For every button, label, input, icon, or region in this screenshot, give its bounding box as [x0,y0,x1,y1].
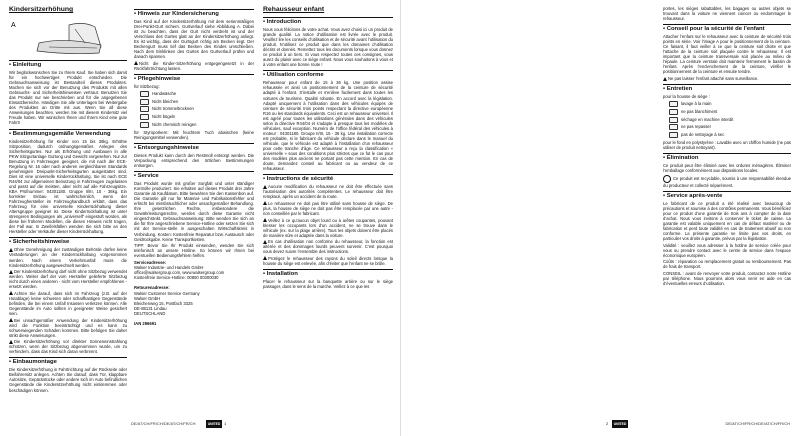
no-bleach-icon [669,109,678,115]
text-utilisation: Rehausseur pour enfant de 15 à 36 kg. Une position assise rehaussée et ainsi un positionnement de la ceinture de sécurité adapté à l’enfant. S’installe et s’enlève facilement dans toutes les voitures de tourisme. Qualité robuste. En accord avec la législation. Adapté uniquement à l’utilisation dans des véhicules équipés de ceinture de sécurité trois points respectant la directive européenne R16 ou les standards équivalents. Ceci est un rehausseur universel. Il est agréé pour toutes les utilisations générales dans des véhicules selon la directive R44/04 et s’adapte à presque tous les modèles de véhicules, sauf exception. Numéro de l’office fédéral des véhicules à moteur : 04301180. Groupe II/III, 15 - 36 kg. Une installation correcte est probable, si le fabricant du véhicule déclare dans le manuel du véhicule, que le véhicule est adapté à l’installation d’un rehausseur pour cette tranche d’âge. Ce rehausseur a reçu la classification « universelle » sous des conditions plus strictes que ce fut le cas pour des modèles plus anciens ne portant pas cette mention. En cas de doute, demandez conseil au fabricant ou au vendeur de ce rehausseur. [263,80,393,172]
brand-logo: UNITED [207,422,221,426]
text-service: Das Produkt wurde mit großer Sorgfalt und unter ständiger Kontrolle produziert. Sie erhalten auf dieses Produkt drei Jahre Garantie ab Kaufdatum. Bitte bewahren Sie den Kassenbon auf. Die Garantie gilt nur für Material- und Fabrikationsfehler und erlischt bei missbräuchlicher oder unsachgemäßer Behandlung. Ihre gesetzlichen Rechte, insbesondere die Gewährleistungsrechte, werden durch diese Garantie nicht eingeschränkt. Gebrauchsanweisung: Bitte wenden Sie sich an die für Ihre angeschriebene Service-Hotline oder setzen Sie sich mit der Service-stelle in ausgeschalten Wirtschaftskreis in Verbindung. Kosten: Kostenfreie Reparatur bzw. Austausch oder Geldrückgabe. Keine Transportkosten. [134,181,254,242]
section-service-fr: • Service après-vente [663,191,791,200]
section-einbau: • Einbaumontage [9,357,127,366]
no-iron-icon [669,124,678,130]
warning-item: En cas d’utilisation non conforme du rehausseur, la fonction est altérée et des dommages lourds peuvent survenir. C’est pourquoi vous devez suivre l’ensemble des instructions. [263,239,393,255]
svg-text:A: A [11,22,16,29]
section-verwendung: • Bestimmungsgemäße Verwendung [9,129,127,138]
no-dry-clean-icon [669,132,678,138]
warning-icon [263,218,267,222]
page-number: 2 [606,421,609,426]
recycling-icon [663,175,671,183]
warning-item: Aucune modification du rehausseur ne doit être effectuée sans l’autorisation des autorités compétentes. Le rehausseur doit être remplacé, après un accident de la route. [263,184,393,200]
pflege-intro: für Sitzbezug: [134,83,160,89]
contact-line: Kostenfreie Service-Hotline: 00800 00300030 [134,275,219,281]
booster-seat-illustration [9,17,127,57]
contact-line: DE-88131 Lindau [134,305,167,311]
section-entretien: • Entretien [663,84,791,93]
warning-item: Ohne Genehmigung der zuständigen Behörde dürfen keine Veränderungen an der Kinderrückhaltung vorgenommen werden. Nach einem Verkehrsunfall muss die Kindersitzerhöhung ausgewechselt werden. [9,247,127,268]
care-row: pas de nettoyage à sec [663,132,791,138]
note-kindersicherung: Nicht die Kinder-Sitzerhöhung entgegengesetzt in der Rückfahrtrichtung lassen. [134,60,254,71]
column-de-1 [9,6,127,406]
section-conseil: • Conseil pour la sécurité de l’enfant [663,24,791,33]
warning-icon [263,256,267,260]
page-number: 1 [224,421,227,426]
warning-icon [9,270,13,274]
care-row: Nicht trommeltrocknen [134,106,254,112]
text-conseil-hotline: CONSEIL : avant de renvoyer votre produit, contactez notre Hotline par téléphone. Nous pourrons alors vous venir en aide en cas d’éventuelles erreurs d’utilisation. [663,270,791,286]
page-title-de: Kindersitzerhöhung [9,6,74,13]
handwash-icon [669,101,678,107]
warning-icon [263,240,267,244]
recycling-note: Ce produit est recyclable, soumis à une responsabilité étendue du producteur et collecté séparément. [663,175,791,188]
care-row: lavage à la main [663,101,791,107]
warning-icon [9,248,13,252]
contact-line: Walser Customer Service Germany [134,290,200,296]
section-service: • Service [134,171,254,180]
entretien-outro: pour le fond en polystyrène : Lavable avec un chiffon humide (ne pas utiliser de produit nettoyant). [663,139,791,150]
section-installation: • Installation [263,269,393,278]
text-verwendung: Kindersitzerhöhung für Kinder von 15 bis 36kg. Erhöhte Sitzposition, dadurch ordnungsgemäßes Anlegen des Sicherheitsgurtes. Nur als Erhöhung und Ausbauen in alle PKW Sitzgurtanlage Gurtung und Gewicht vorgesehen. Nur zur Benutzung in Fahrzeugen geeignet, die mit nach der ECE-Regelung Nr. 16 oder nach anderen vergleichbaren Standards genehmigten Dreipunkt-Sicherheitsgurten ausgestattet sind. Dies ist eine universelle Kinderrückhaltung. Sie ist nach ECE R44/04 zur allgemeinen Benutzung in Fahrzeugen zugelassen und passt auf die meisten, aber nicht auf alle Fahrzeugsitze. KBA Prüfnummer: 04301180. Gruppe II/III, 15 - 36kg. Ein korrekter Einbau ist wahrscheinlich, wenn der Fahrzeughersteller im Fahrzeughandbuch erklärt, dass das Fahrzeug für eine universelle Kinderrückhaltung dieser Altersgruppe geeignet ist. Diese Kinderrückhaltung ist unter strengeren Bedingungen als „universell“ eingestuft worden, als diese bei früheren Modellen, die diesen Hinweis nicht tragen, der Fall war. In Zweifelsfällen wenden Sie sich bitte an den Hersteller oder Verkäufer dieser Kinderrückhaltung. [9,138,127,235]
section-introduction: • Introduction [263,17,393,26]
warning-icon [9,318,13,322]
text-einleitung: Wir beglückwünschen Sie zu Ihrem Kauf. Sie haben sich damit für ein hochwertiges Produkt entschieden. Die Gebrauchsanweisung ist Bestandteil dieses Produktes. Machen sie sich vor der Benutzung des Produkts mit allen Gebrauchs- und Sicherheitshinweisen vertraut. Benutzen Sie das Produkt nur wie beschrieben und für die angegebenen Einsatzbereiche. Händigen Sie alle Unterlagen bei Weitergabe des Produktes an Dritte mit aus. Wenn Sie all diese Anweisungen beachten, werden Sie mit diesem Kindersitz viel Freude haben. Wir wünschen Ihnen und Ihrem Kind eine gute Fahrt! [9,70,127,126]
section-securite: • Instructions de sécurité [263,174,393,183]
no-dry-clean-icon [140,122,149,128]
country-codes: DE/AT/CH/FR/CH/DE/AT/CH/FR/CH [725,421,790,426]
text-service-fr: Le fabricant de ce produit a été réalisé avec beaucoup de précautions et soumise à des contrôles permanents. Vous bénéficiez pour ce produit d’une garantie de trois ans à compter de la date d’achat. Nous vous invitons à conserver le ticket de caisse. La garantie est valable uniquement en cas de défaut matériel ou de fabrication et perd toute validité en cas de traitement abusif ou non conforme. La présente garantie ne limite pas vos droits, en particulier vos droits à garantie, prévus par la législation. [663,200,791,241]
section-utilisation: • Utilisation conforme [263,70,393,79]
column-fr-1 [263,6,393,406]
contact-line: Serviceadresse: [134,260,167,266]
section-sicherheit: • Sicherheitshinweise [9,237,127,246]
text-elimination: Ce produit peut être éliminé avec les ordures ménagères. Éliminer l’emballage conformément aux dispositions locales. [663,162,791,174]
text-validite: Validité : veuillez vous adresser à la hotline de service créée pour vous ou prendre contact avec le centre de service dans l’espace économique européen. [663,242,791,258]
care-row: séchage en machine interdit [663,117,791,123]
warning-item: Protégez le rehausseur des rayons du soleil directs lorsque la housse du siège est enlevée, afin d’éviter que l’enfant ne se brûle. [263,255,393,266]
warning-icon [663,77,667,81]
warning-item: Die Kindersitzerhöhung vor direkter Sonneneinstrahlung schützen, wenn der Sitzbezug abgenommen wurde, um zu verhindern, dass das Kind sich daran verbrennt. [9,339,127,355]
no-tumble-dry-icon [669,117,678,123]
page-title-fr: Rehausseur enfant [263,6,325,13]
warning-item: Le rehausseur ne doit pas être utilisé sans housse de siège. De plus, la housse de siège ne doit pas être remplacée par une autre - non conseillée par le fabricant. [263,200,393,216]
contact-line: Retourenadresse: [134,285,170,291]
text-entsorgung: Dieses Produkt kann durch den Restmüll entsorgt werden. Die Verpackung entsprechend den örtlichen Bestimmungen entsorgen. [134,152,254,168]
care-row: Handwäsche [134,91,254,97]
care-row: Nicht bleichen [134,99,254,105]
pflege-outro: für Styroporkern: Mit feuchtem Tuch abwischen (keine Reinigungsmittel verwenden). [134,129,254,140]
ian-number: IAN 296691 [134,320,157,326]
text-couts: Coûts : réparation ou remplacement gratuit ou remboursement. Pas de frais de transport. [663,259,791,270]
text-continued: portes, les sièges rabattables, les bagages ou autres objets se trouvant dans la voiture ne viennent coincer ou endommager le rehausseur. [663,6,791,22]
footer-left [0,416,401,436]
footer-right [401,416,802,436]
section-einleitung: • Einleitung [9,60,127,69]
country-codes: DE/AT/CH/FR/CH/DE/AT/CH/FR/CH [131,421,196,426]
care-row: ne pas blanchiment [663,109,791,115]
column-fr-2 [663,6,791,406]
section-pflege: • Pflegehinweise [134,74,254,83]
contact-line: DEUTSCHLAND [134,310,166,316]
brand-logo: UNITED [613,422,627,426]
text-installation: Placer le rehausseur sur la banquette arrière ou sur le siège passager, dans le sens de la marche. Veillez à ce que les [263,278,393,289]
warning-item: Achten Sie darauf, dass sich im Fahrzeug (z.B. auf der Hutablage) keine schweren oder scharfkantigen Gegenstände befinden, die bei einem Unfall Insassen verletzen können. Alle Gegenstände im Auto sollten in geeigneter Weise gesichert sein. [9,290,127,316]
care-row: Nicht chemisch reinigen [134,122,254,128]
no-bleach-icon [140,99,149,105]
warning-icon [9,340,13,344]
care-row: ne pas repasser [663,124,791,130]
note-conseil: Ne pas laisser l’enfant attaché sans surveillance. [663,76,791,81]
warning-item: Der Kindersitzerhöhung darf nicht ohne Sitzbezug verwendet werden. Weiter darf der vom Hersteller gelieferte Sitzbezug nicht durch einen anderen - nicht vom Hersteller empfohlenen - ersetzt werden. [9,269,127,290]
warning-icon [263,201,267,205]
right-page [401,0,802,436]
warning-icon [9,291,13,295]
contact-line: Bleichenweg 15, Postfach 3325 [134,300,193,306]
section-elimination: • Élimination [663,153,791,162]
warning-icon [134,61,138,65]
section-entsorgung: • Entsorgungshinweise [134,143,254,152]
text-conseil: Attacher l’enfant sur le rehausseur avec la ceinture de sécurité trois points en série. Voir l’image A pour le positionnement de la ceinture. Ce faisant, il faut veiller à ce que la ceinture soit droite et que l’attache de la ceinture soit plaquée contre le rehausseur. Il est important que la ceinture transversale soit placée au milieu de l’épaule. La ceinture ventrale doit maintenir fermement le bassin de l’enfant. Après l’enclenchement de la ceinture, vérifier le positionnement de la ceinture et ensuite tendre. [663,34,791,75]
no-iron-icon [140,114,149,120]
warning-item: Bei unsachgemäßer Anwendung der Kindersitzerhöhung wird die Funktion beeinträchtigt und es kann zu schwerwiegenden Schäden kommen. Bitte befolgen Sie daher strikt diese Anweisungen. [9,317,127,338]
section-kindersicherung: • Hinweis zur Kindersicherung [134,9,254,18]
column-de-2 [134,6,254,406]
contact-line: Walser GmbH [134,295,161,301]
no-tumble-dry-icon [140,106,149,112]
warning-item: Veillez à ce qu’aucun objet lourd ou à arêtes coupantes, pouvant blesser les occupants lors d’un accident, ne se trouve dans le véhicule (ex. sur la plage arrière). Tous les objets doivent être placés de manière sûre et adaptée dans la voiture. [263,217,393,238]
warning-icon [263,185,267,189]
contact-line: office@walsergroup.com, www.walsergroup.com [134,270,225,276]
text-introduction: Nous vous félicitons de votre achat. Vous avez choisi ici un produit de grande qualité. La notice d’utilisation est livrée avec le produit. Veuillez lire les conseils d’utilisation et de sécurité avant l’utilisation du produit. N’utilisez ce produit que dans les domaines d’utilisation décrits et donnés. Remettez tous les documents lorsque vous donnez ce produit à un tiers. Si vous respectez toutes ces consignes, vous aurez du plaisir avec ce siège enfant. Nous vous souhaitons à vous et à votre enfant une bonne route ! [263,27,393,68]
care-row: Nicht bügeln [134,114,254,120]
text-einbau: Die Kindersitzerhöhung in Fahrtrichtung auf der Rückseite oder Beifahrersitz anlegen. Achten Sie darauf, dass Tür, klappbare Autositze, Gepäckstücke oder andere sich im Auto befindlichen Gegenstände die Kindersitzerhöhung nicht einklemmen oder beschädigen können. [9,367,127,393]
entretien-intro: pour la housse de siège : [663,94,710,100]
text-kindersicherung: Das Kind auf der Kindersitzerhöhung mit dem serienmäßigen Drei-Punkt-Gurt sichern. Gurtverlauf siehe Abbildung A. Dabei ist zu beachten, dass der Gurt nicht verdreht ist und der Verschluss des Gurtes glatt an der Kindersitzerhöhung anliegt. Es ist wichtig, dass der Gurtsgurt richtig am Becken liegt. Der Beckengurt muss tief das Becken des Kindes umschließen. Nach dem Einklinken des Gurtes den Gurtverlauf prüfen und danach spannen. [134,19,254,60]
handwash-icon [140,91,149,97]
contact-block [134,260,254,326]
contact-line: Walser Industrie- und Handels GmbH [134,265,204,271]
text-tipp: TIPP: Bevor Sie Ihr Produkt einsenden, wenden Sie sich telefonisch an unsere Hotline. So können wir Ihnen bei eventuellen Bedienungsfehlern helfen. [134,243,254,259]
